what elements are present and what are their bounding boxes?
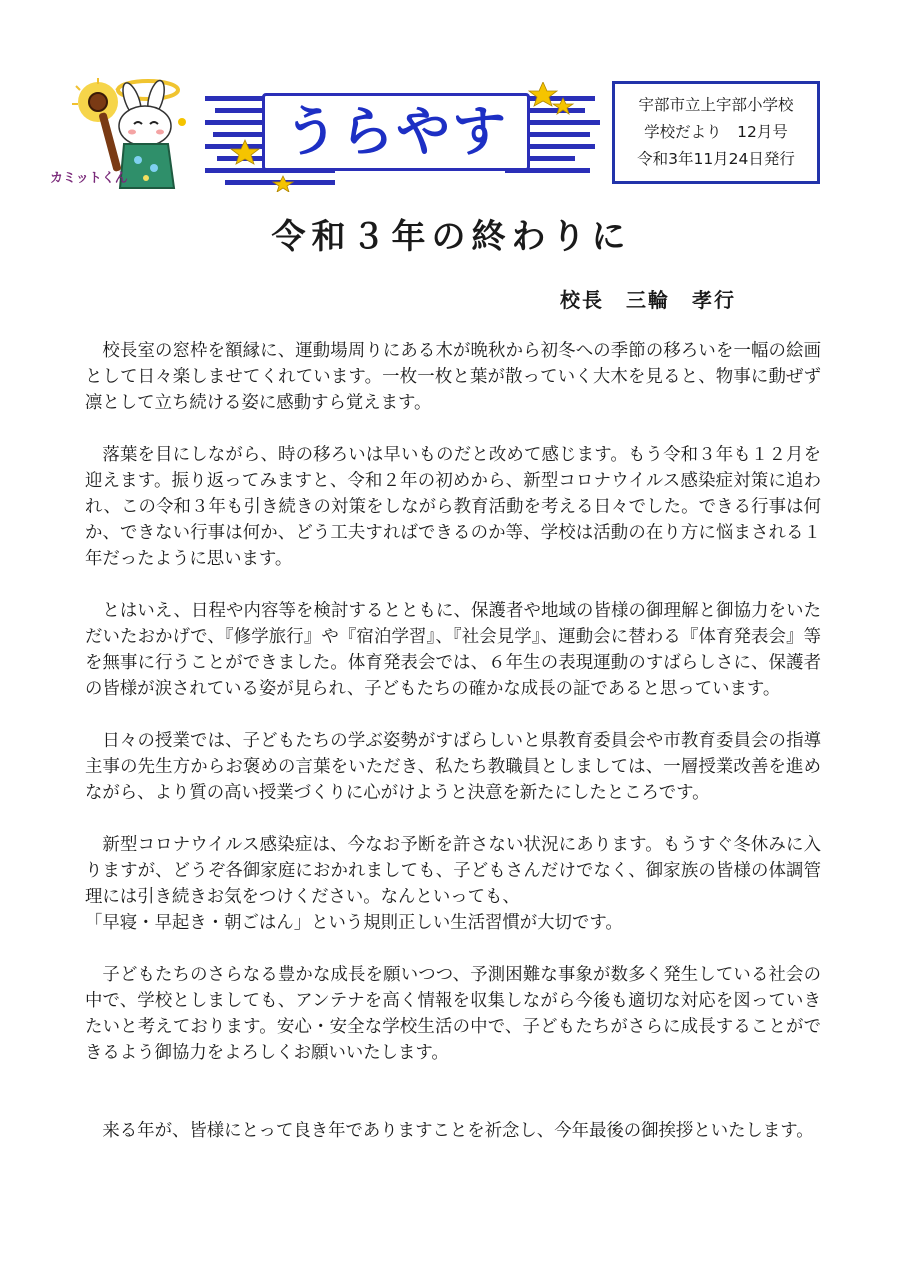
newsletter-title-box	[262, 93, 530, 171]
mascot-illustration	[50, 78, 200, 198]
paragraph: 日々の授業では、子どもたちの学ぶ姿勢がすばらしいと県教育委員会や市教育委員会の指導主事の先生方からお褒めの言葉をいただき、私たち教職員としましては、一層授業改善を進めながら、より質の高い授業づくりに心がけようと決意を新たにしたところです。	[85, 731, 821, 803]
paragraph: 新型コロナウイルス感染症は、今なお予断を許さない状況にあります。もうすぐ冬休みに入りますが、どうぞ各御家庭におかれましても、子どもさんだけでなく、御家族の皆様の体調管理には引き続きお気をつけください。なんといっても、	[85, 835, 821, 907]
paragraph: 落葉を目にしながら、時の移ろいは早いものだと改めて感じます。もう令和３年も１２月を迎えます。振り返ってみますと、令和２年の初めから、新型コロナウイルス感染症対策に追われ、この令和３年も引き続きの対策をしながら教育活動を考える日々でした。できる行事は何か、できない行事は何か、どう工夫すればできるのか等、学校は活動の在り方に悩まされる１年だったように思います。	[85, 445, 821, 569]
paragraph: 子どもたちのさらなる豊かな成長を願いつつ、予測困難な事象が数多く発生している社会の中で、学校としましても、アンテナを高く情報を収集しながら今後も適切な対応を図っていきたいと考えております。安心・安全な学校生活の中で、子どもたちがさらに成長することができるよう御協力をよろしくお願いいたします。	[85, 965, 821, 1063]
mascot-label: カミットくん	[50, 171, 128, 186]
paragraph: 来る年が、皆様にとって良き年でありますことを祈念し、今年最後の御挨拶といたします。	[102, 1121, 814, 1141]
issue-info-box	[612, 81, 820, 184]
newsletter-title: うらやす	[284, 100, 508, 163]
article-body	[85, 338, 821, 1170]
article-title: 令和３年の終わりに	[271, 217, 632, 257]
author-line: 校長 三輪 孝行	[560, 288, 736, 312]
paragraph: 校長室の窓枠を額縁に、運動場周りにある木が晩秋から初冬への季節の移ろいを一幅の絵画として日々楽しませてくれています。一枚一枚と葉が散っていく大木を見ると、物事に動ぜず凛として立ち続ける姿に感動すら覚えます。	[85, 341, 821, 413]
issue-label: 学校だより 12月号	[644, 123, 788, 141]
issue-date: 令和3年11月24日発行	[637, 150, 795, 168]
paragraph: 「早寝・早起き・朝ごはん」という規則正しい生活習慣が大切です。	[85, 913, 623, 933]
paragraph: とはいえ、日程や内容等を検討するとともに、保護者や地域の皆様の御理解と御協力をいただいたおかげで、『修学旅行』や『宿泊学習』、『社会見学』、運動会に替わる『体育発表会』等を無事に行うことができました。体育発表会では、６年生の表現運動のすばらしさに、保護者の皆様が涙されている姿が見られ、子どもたちの確かな成長の証であると思っています。	[85, 601, 821, 699]
school-name: 宇部市立上宇部小学校	[638, 96, 794, 114]
newsletter-header	[0, 0, 903, 210]
